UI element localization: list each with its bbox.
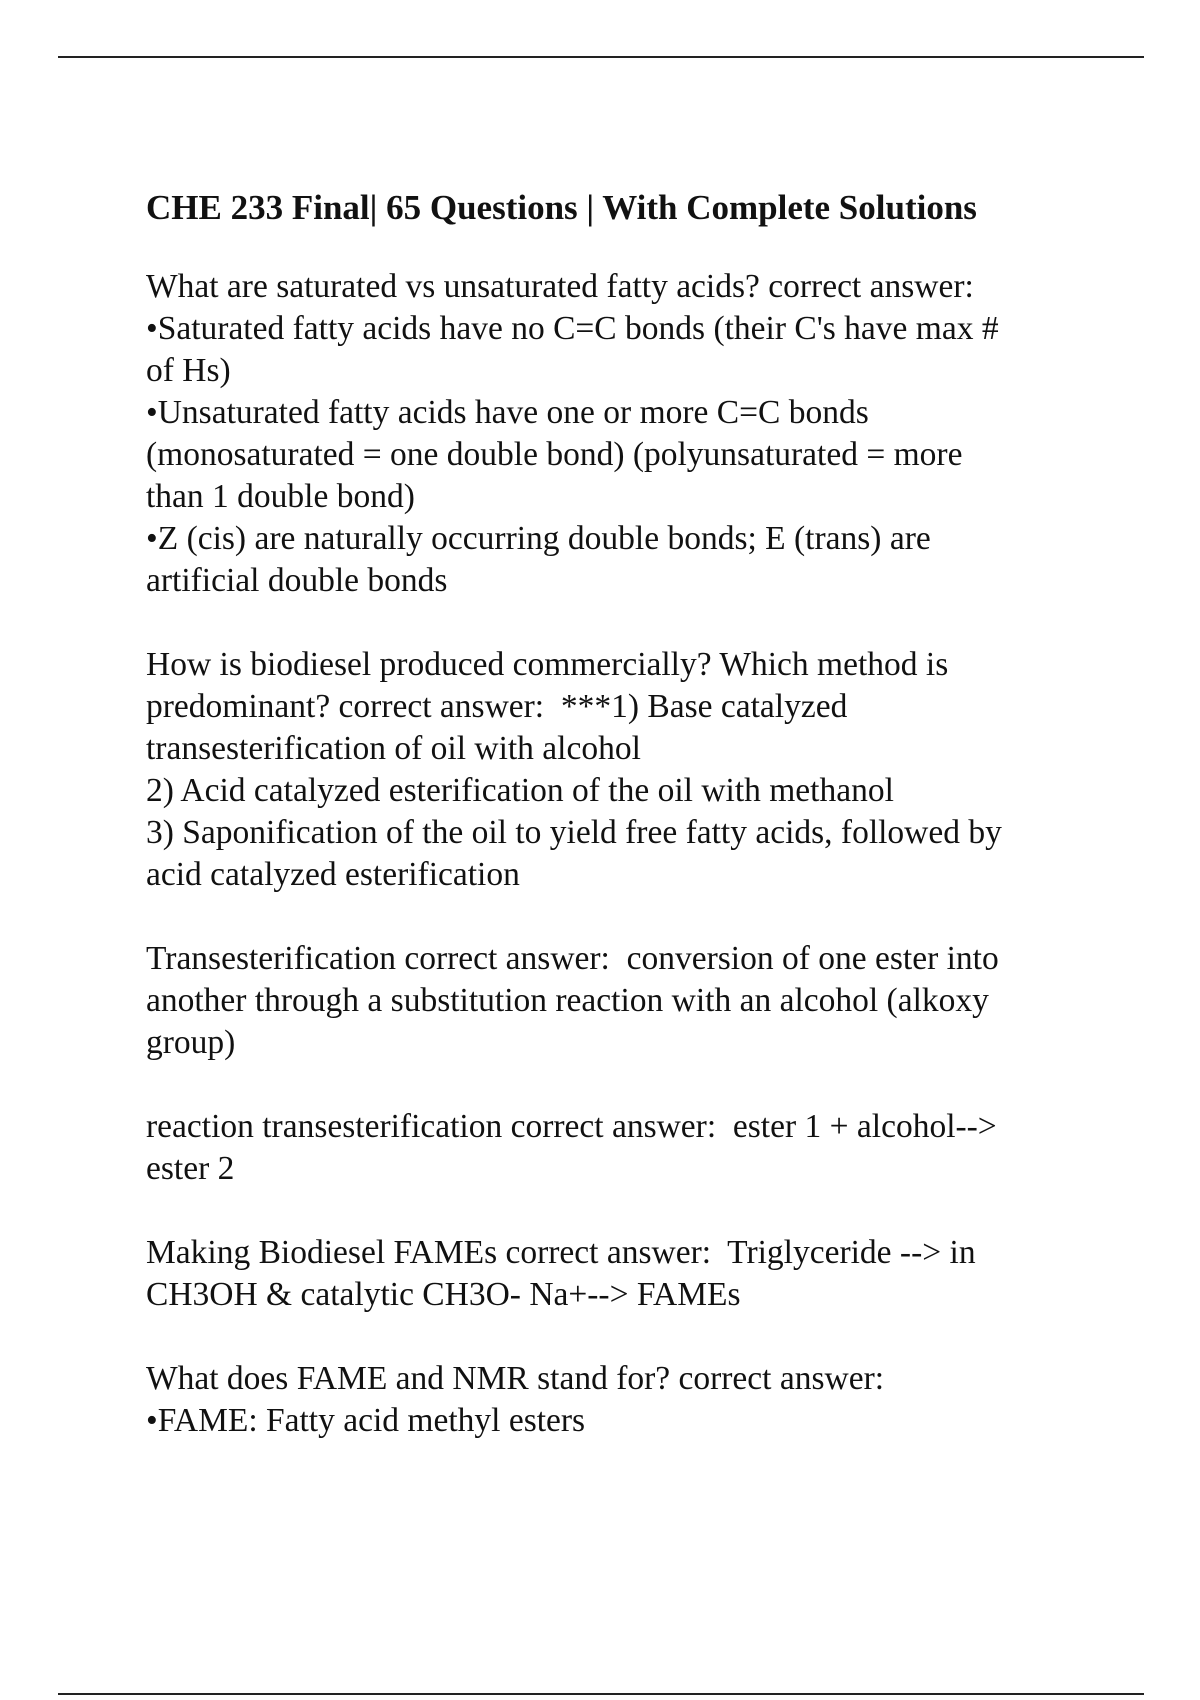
- text-line: predominant? correct answer: ***1) Base catalyzed: [146, 688, 848, 725]
- text-line: Transesterification correct answer: conversion of one ester into: [146, 940, 999, 977]
- document-title: CHE 233 Final| 65 Questions | With Complete Solutions: [146, 188, 977, 227]
- qa-entry-fame-nmr: [146, 1358, 1096, 1442]
- text-line: transesterification of oil with alcohol: [146, 730, 641, 767]
- bottom-rule: [58, 1693, 1144, 1695]
- text-line: CH3OH & catalytic CH3O- Na+--> FAMEs: [146, 1276, 741, 1313]
- qa-entry-saturated-fatty-acids: [146, 266, 1096, 602]
- text-line: than 1 double bond): [146, 478, 415, 515]
- text-line: of Hs): [146, 352, 231, 389]
- text-line: What does FAME and NMR stand for? correct answer:: [146, 1360, 885, 1397]
- text-line: •Unsaturated fatty acids have one or more C=C bonds: [146, 394, 869, 431]
- document-body: [146, 184, 1096, 1484]
- text-line: •FAME: Fatty acid methyl esters: [146, 1402, 586, 1439]
- text-line: group): [146, 1024, 236, 1061]
- text-line: artificial double bonds: [146, 562, 448, 599]
- text-line: another through a substitution reaction with an alcohol (alkoxy: [146, 982, 989, 1019]
- text-line: reaction transesterification correct answer: ester 1 + alcohol-->: [146, 1108, 997, 1145]
- text-line: Making Biodiesel FAMEs correct answer: Triglyceride --> in: [146, 1234, 976, 1271]
- qa-entry-reaction-transesterification: [146, 1106, 1096, 1190]
- text-line: (monosaturated = one double bond) (polyunsaturated = more: [146, 436, 963, 473]
- qa-entry-making-biodiesel-fames: [146, 1232, 1096, 1316]
- qa-entry-biodiesel-production: [146, 644, 1096, 896]
- text-line: •Saturated fatty acids have no C=C bonds (their C's have max #: [146, 310, 999, 347]
- top-rule: [58, 56, 1144, 58]
- text-line: ester 2: [146, 1150, 235, 1187]
- qa-entry-transesterification: [146, 938, 1096, 1064]
- text-line: What are saturated vs unsaturated fatty acids? correct answer:: [146, 268, 974, 305]
- text-line: How is biodiesel produced commercially? Which method is: [146, 646, 949, 683]
- text-line: 2) Acid catalyzed esterification of the oil with methanol: [146, 772, 894, 809]
- text-line: •Z (cis) are naturally occurring double bonds; E (trans) are: [146, 520, 931, 557]
- text-line: acid catalyzed esterification: [146, 856, 520, 893]
- text-line: 3) Saponification of the oil to yield free fatty acids, followed by: [146, 814, 1002, 851]
